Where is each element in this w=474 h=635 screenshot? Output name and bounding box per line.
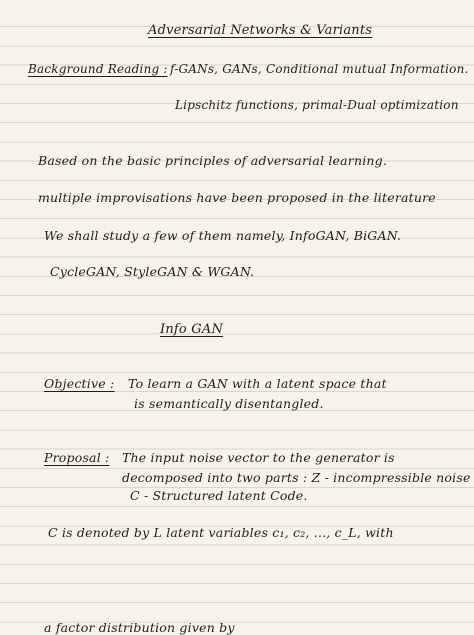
page-title: Adversarial Networks & Variants bbox=[148, 23, 373, 38]
objective-label: Objective : bbox=[44, 376, 115, 391]
intro-paragraph-line-4: CycleGAN, StyleGAN & WGAN. bbox=[50, 264, 255, 279]
background-reading-line-1: f-GANs, GANs, Conditional mutual Information. bbox=[170, 62, 469, 76]
intro-paragraph-line-3: We shall study a few of them namely, InfoGAN, BiGAN. bbox=[44, 228, 402, 243]
background-reading-line-2: Lipschitz functions, primal-Dual optimization bbox=[175, 98, 459, 112]
intro-paragraph-line-2: multiple improvisations have been proposed in the literature bbox=[38, 190, 436, 205]
proposal-label: Proposal : bbox=[44, 450, 110, 465]
proposal-line-1: The input noise vector to the generator is bbox=[122, 450, 395, 465]
objective-line-1: To learn a GAN with a latent space that bbox=[128, 376, 387, 391]
background-reading-label: Background Reading : bbox=[28, 62, 168, 76]
proposal-line-2: decomposed into two parts : Z - incompressible noise bbox=[122, 470, 471, 485]
section-heading: Info GAN bbox=[160, 322, 224, 337]
cut-off-line: a factor distribution given by bbox=[44, 620, 235, 635]
intro-paragraph-line-1: Based on the basic principles of adversarial learning. bbox=[38, 153, 388, 168]
proposal-line-3: C - Structured latent Code. bbox=[130, 488, 308, 503]
objective-line-2: is semantically disentangled. bbox=[134, 396, 324, 411]
latent-variables-line: C is denoted by L latent variables c₁, c₂, ..., c_L, with bbox=[48, 525, 394, 540]
